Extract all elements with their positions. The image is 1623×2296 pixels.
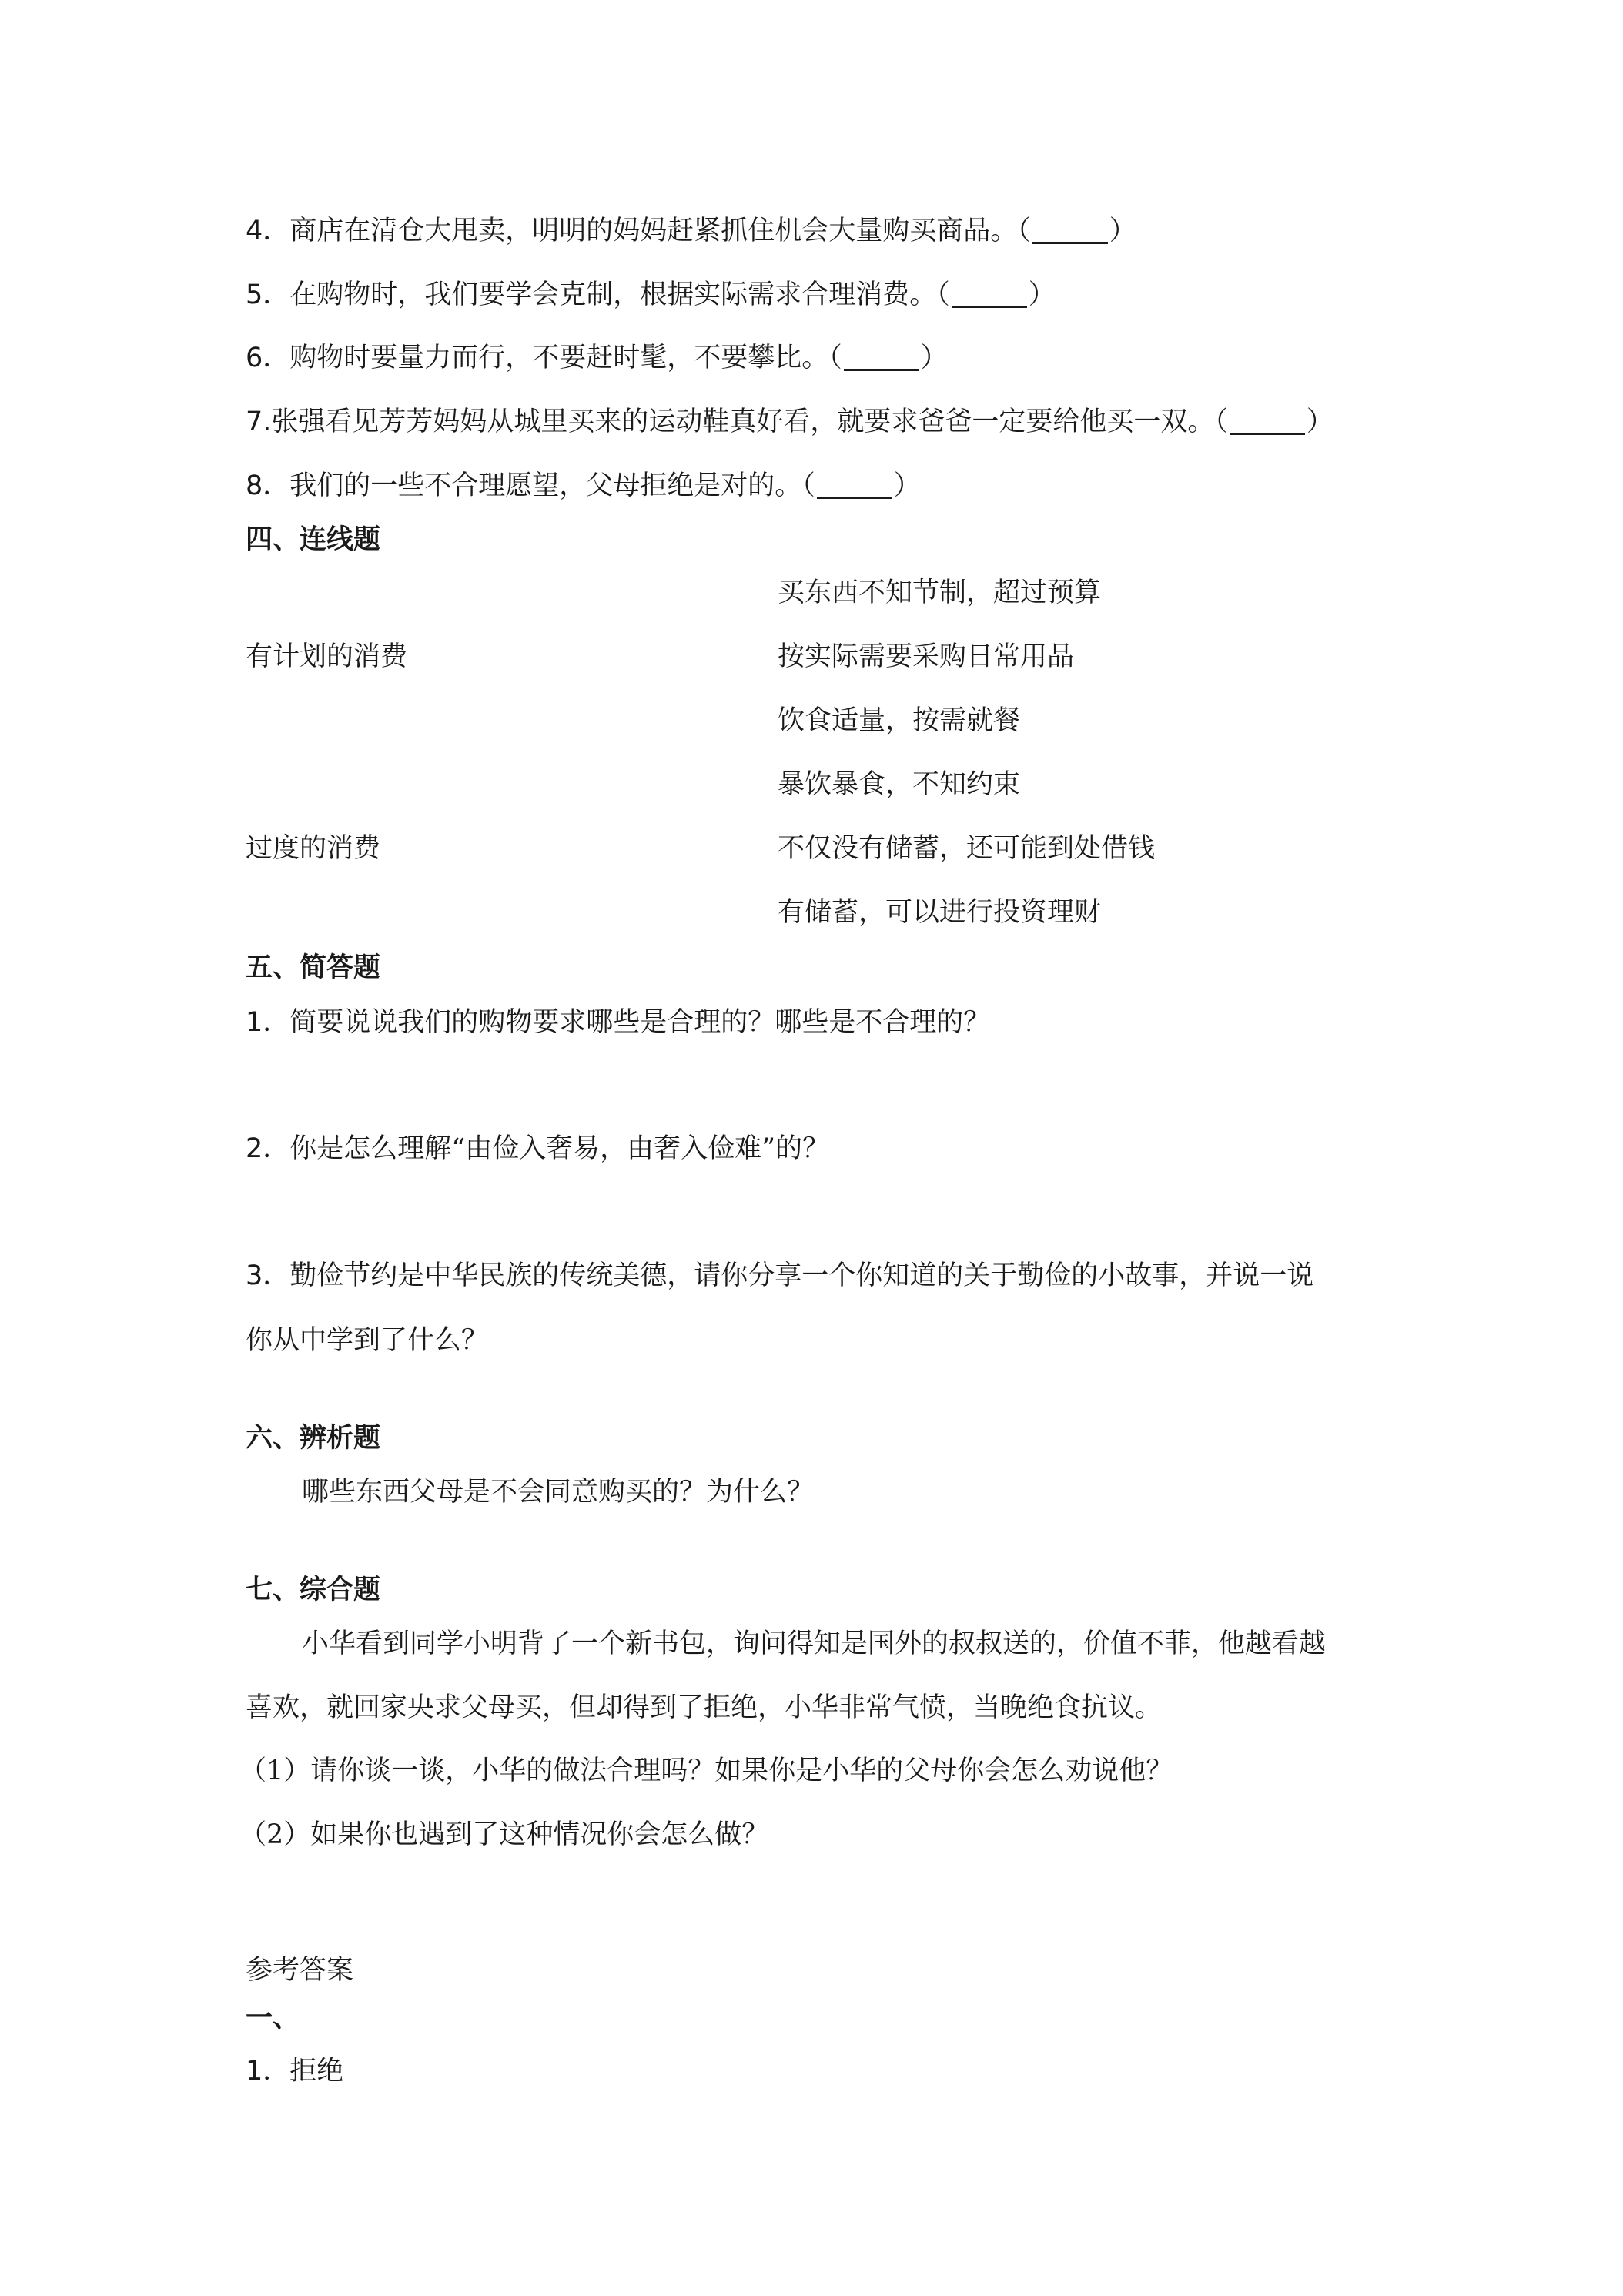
answer-item-1: 1．拒绝	[246, 2056, 344, 2087]
answers-title: 参考答案	[246, 1955, 354, 1986]
match-right-item[interactable]: 饮食适量，按需就餐	[778, 705, 1021, 736]
short-answer-question-3-cont: 你从中学到了什么？	[246, 1325, 489, 1356]
comprehensive-question-1: （1）请你谈一谈，小华的做法合理吗？如果你是小华的父母你会怎么劝说他？	[239, 1755, 1173, 1786]
section-heading-matching: 四、连线题	[246, 524, 381, 555]
match-right-item[interactable]: 不仅没有储蓄，还可能到处借钱	[778, 833, 1156, 864]
short-answer-question-2: 2．你是怎么理解“由俭入奢易，由奢入俭难”的？	[246, 1133, 830, 1164]
answer-blank[interactable]	[817, 472, 892, 499]
section-heading-comprehensive: 七、综合题	[246, 1575, 381, 1605]
tf-item-7: 7.张强看见芳芳妈妈从城里买来的运动鞋真好看，就要求爸爸一定要给他买一双。（ ）	[246, 407, 1334, 437]
match-right-item[interactable]: 买东西不知节制，超过预算	[778, 577, 1102, 608]
tf-item-4: 4．商店在清仓大甩卖，明明的妈妈赶紧抓住机会大量购买商品。（ ）	[246, 216, 1136, 246]
answer-blank[interactable]	[1032, 217, 1108, 244]
tf-item-8: 8．我们的一些不合理愿望，父母拒绝是对的。（ ）	[246, 470, 921, 501]
comprehensive-question-2: （2）如果你也遇到了这种情况你会怎么做？	[239, 1819, 769, 1850]
answer-blank[interactable]	[1230, 408, 1305, 435]
short-answer-question-1: 1．简要说说我们的购物要求哪些是合理的？哪些是不合理的？	[246, 1007, 991, 1038]
comprehensive-paragraph: 小华看到同学小明背了一个新书包，询问得知是国外的叔叔送的，价值不菲，他越看越	[302, 1628, 1327, 1659]
match-right-item[interactable]: 按实际需要采购日常用品	[778, 641, 1075, 672]
match-left-item[interactable]: 有计划的消费	[246, 641, 408, 672]
section-heading-analysis: 六、辨析题	[246, 1423, 381, 1454]
comprehensive-paragraph-cont: 喜欢，就回家央求父母买，但却得到了拒绝，小华非常气愤，当晚绝食抗议。	[246, 1692, 1163, 1723]
answer-blank[interactable]	[844, 344, 919, 371]
tf-item-6: 6．购物时要量力而行，不要赶时髦，不要攀比。（ ）	[246, 343, 948, 373]
match-right-item[interactable]: 暴饮暴食，不知约束	[778, 769, 1021, 800]
answer-blank[interactable]	[952, 281, 1027, 308]
match-right-item[interactable]: 有储蓄，可以进行投资理财	[778, 897, 1102, 928]
tf-item-5: 5．在购物时，我们要学会克制，根据实际需求合理消费。（ ）	[246, 279, 1056, 310]
analysis-question: 哪些东西父母是不会同意购买的？为什么？	[302, 1477, 815, 1508]
short-answer-question-3: 3．勤俭节约是中华民族的传统美德，请你分享一个你知道的关于勤俭的小故事，并说一说	[246, 1260, 1314, 1291]
section-heading-short-answer: 五、简答题	[246, 952, 381, 983]
answers-section-heading: 一、	[246, 2003, 300, 2033]
match-left-item[interactable]: 过度的消费	[246, 833, 381, 864]
